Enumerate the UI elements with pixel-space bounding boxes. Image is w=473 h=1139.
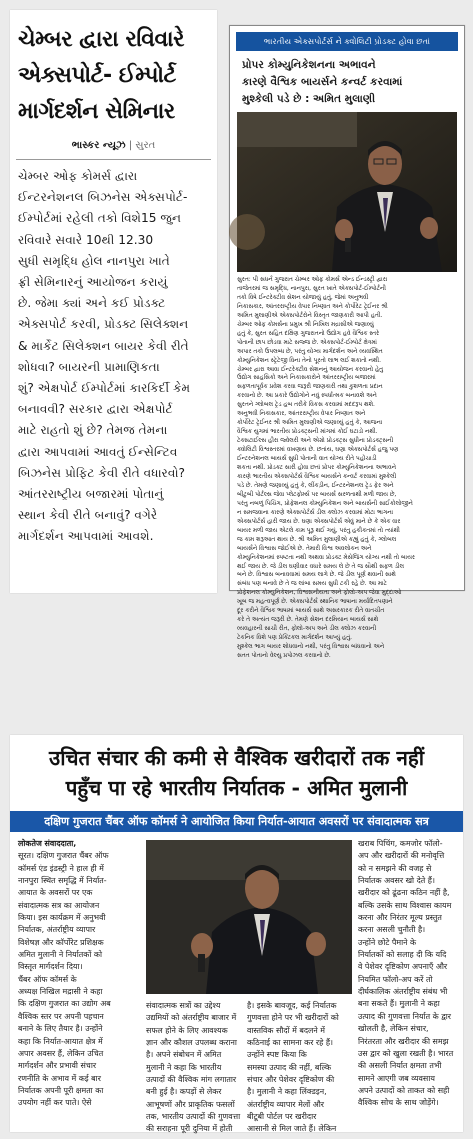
text-line: करना असली चुनौती है। xyxy=(358,925,426,935)
headline-line: માર્ગદર્શન સેમિનાર xyxy=(18,99,175,124)
text-line: દૂર કરીને વૈશ્વિક ભાષામાં બાયર્સ સાથે અસરકારક રીતે વાતચીત xyxy=(237,608,385,615)
text-line: निर्यातक अपनी पूरी क्षमता का xyxy=(18,1085,104,1095)
text-line: कि दक्षिण गुजरात का उद्योग अब xyxy=(18,999,111,1009)
headline-line: મુશ્કેલી પડે છે : અમિત મુલાણી xyxy=(242,93,376,105)
text-line: બિઝનેસ પ્રોફિટ કેવી રીતે વધારવો? xyxy=(18,465,185,480)
text-line: બને છે. વિશ્વાસ બનાવવામાં સમય લાગે છે. જે ડીલ પૂર્ણ થવાની સાથે xyxy=(237,572,396,579)
text-line: શું? એક્ષપોર્ટ ઈમ્પોર્ટમાં કારકિર્દી કેમ xyxy=(18,381,191,396)
text-line: કોમ્યુનિકેશન સ્ટ્રેટેજી વિના તેનો પૂરતો લાભ લઈ શકાતો નથી. xyxy=(237,357,381,364)
text-line: मुलानी ने कहा कि भारतीय xyxy=(146,1062,222,1072)
text-line: બાયર્સને વિશ્વાસ જોઈએ છે. તેમારી વિશ્વ અવલોકન અને xyxy=(237,545,372,552)
text-line: है। इसके बावजूद, कई निर्यातक xyxy=(247,1001,337,1010)
text-line: गुणवत्ता होने पर भी खरीदारों को xyxy=(247,1013,339,1023)
text-line: आसानी से मिल जाते हैं। लेकिन xyxy=(247,1124,337,1134)
speaker-photo xyxy=(237,112,457,272)
clipping-headline xyxy=(230,51,464,112)
text-line: ઈન્ટરનેશનલ બિઝનેસ એક્સપોર્ટ- xyxy=(18,190,188,205)
text-line: दीर्घकालिक अंतर्राष्ट्रीय संबंध भी xyxy=(358,987,448,997)
headline-line: उचित संचार की कमी से वैश्विक खरीदारों तक नहीं xyxy=(48,746,425,770)
text-line: સુરત: પી સધર્ન ગુજરાત ચેમ્બર ઓફ કોમર્સ એન્ડ ઈન્ડસ્ટ્રી દ્વારા xyxy=(237,277,388,283)
text-line: વ્યવહારની સાચી રીત, ફોલો-અપ અને ડીલ ક્લોઝ કરવાની xyxy=(237,626,377,633)
headline-line: કારણે વૈશ્વિક બાયર્સને કન્વર્ટ કરવામાં xyxy=(242,76,403,88)
text-line: खराब पिचिंग, कमजोर फॉलो- xyxy=(358,839,443,848)
text-line: ખૂબ જ મહત્વપૂર્ણ છે. એક્સપોર્ટર્સ સ્થાનિક ભાષાના મર્યાદિતપણાને xyxy=(237,599,393,606)
text-line: अपने उत्पादों को ताकत को सही xyxy=(358,1085,450,1095)
text-line: वैश्विक स्तर पर अपनी पहचान xyxy=(18,1011,104,1021)
text-line: છે. જેમા ક્યાં અને કઈ પ્રોડક્ટ xyxy=(18,296,166,311)
text-line: એક્સપોર્ટ કરવી, પ્રોડક્ટ સિલેક્શન xyxy=(18,317,189,332)
text-line: કરે તે અત્યંત જરૂરી છે. તેમણે સેશન દરમિયાન બાયર્સ સાથે xyxy=(237,617,379,624)
text-line: निर्यातकों को सलाह दी कि यदि xyxy=(358,950,447,960)
text-line: ચેમ્બર ઓફ કોમર્સના પ્રમુખ શ્રી નિખિલ મદ્રાસીએ જણાવ્યું xyxy=(237,321,374,328)
text-line: बीटूबी पोर्टल पर खरीदार xyxy=(247,1112,317,1122)
column-3 xyxy=(247,1000,351,1136)
text-line: ફ્રી સેમિનારનું આયોજન કરાયું xyxy=(18,275,168,290)
text-line: सामने आएगी जब व्यवसाय xyxy=(358,1073,435,1083)
text-line: उन्होंने स्पष्ट किया कि xyxy=(247,1050,307,1060)
text-line: सूरत। दक्षिण गुजरात चैंबर ऑफ xyxy=(18,851,109,861)
text-line: ચેમ્બર દ્વારા આવા ઈન્ટરેક્ટીવ સેશનનું આયોજન કરવાનો હેતુ xyxy=(237,366,384,373)
text-line: સુધી સમૃદ્ધિ હોલ નાનપુરા ખાતે xyxy=(18,253,170,268)
kicker-banner: ભારતીય એક્સપોર્ટર્સ ને ક્વોલિટી પ્રોડક્ટ હોવા છતાં xyxy=(236,32,458,51)
text-line: માર્ગદર્શન આપવામાં આવશે. xyxy=(18,529,154,544)
text-line: & માર્કેટ સિલેક્શન બાયર કેવી રીતે xyxy=(18,338,189,353)
clipping-body xyxy=(10,160,217,548)
text-line: ઈમ્પોર્ટમાં રહેલી તકો વિશે15 જુન xyxy=(18,211,182,226)
news-clipping-gujarati-seminar xyxy=(10,10,217,593)
text-line: नानपुरा स्थित समृद्धि में निर्यात- xyxy=(18,876,107,886)
text-line: હતું કે, સુરત સહિત દક્ષિણ ગુજરાતનો ઉદ્યોગ હવે વૈશ્વિક સ્તરે xyxy=(237,330,380,337)
text-line: કારણે ભારતીય એક્સપોર્ટર્સ વૈશ્વિક બાયર્સને કન્વર્ટ કરવામાં મુશ્કેલી xyxy=(237,473,397,480)
headline-line: ચેમ્બર દ્વારા રવિવારે xyxy=(18,27,184,52)
text-line: બાયર મળી જાય એટલે કામ પૂરૂ થઈ ગયું, પરંતુ હકીકતમાં તો ત્યાંથી xyxy=(237,527,400,534)
text-line: निरंतरता और खरीदार की समझ xyxy=(358,1036,449,1046)
text-line: પોતાની છાપ છોડવા માટે સજ્જ છે. એક્સપોર્ટ-ઈમ્પોર્ટ ક્ષેત્રમાં xyxy=(237,339,377,346)
text-line: उपयोग नहीं कर पाते। ऐसे xyxy=(18,1098,92,1108)
text-line: પરંતુ નબળું પિચિંગ, પ્રોફેશનલ કોમ્યુનિકેશન અને બાયર્સની સાઈકોલોજીને xyxy=(237,500,413,507)
text-line: बल्कि उसके साथ विश्वास कायम xyxy=(358,900,452,910)
text-line: मार्गदर्शन और प्रभावी संचार xyxy=(18,1061,97,1071)
text-line: उस द्वार को खुला रखती है। भारत xyxy=(358,1048,454,1058)
text-line: कठिनाई का सामना कर रहे हैं। xyxy=(247,1038,334,1048)
text-line: विशेषज्ञ और कॉर्पोरेट प्रशिक्षक xyxy=(18,937,104,947)
byline-text: लोकतेज संवाददाता, xyxy=(18,839,77,848)
text-line: મુશ્કેલ ભાગ બાયર શોધવાનો નથી, પરંતુ વિશ્વાસ બાંધવાનો અને xyxy=(237,644,385,651)
text-line: ज्ञान और कौशल उपलब्ध कराना xyxy=(146,1038,237,1048)
text-line: बना सकते हैं। मुलानी ने कहा xyxy=(358,999,440,1009)
text-line: की सराहना पूरी दुनिया में होती xyxy=(146,1124,233,1134)
text-line: કોર્પોરેટ ટ્રેઈનર શ્રી અમિત મુલાણીએ જણાવ્યું હતું કે, આજના xyxy=(237,420,383,427)
text-line: સતત પોતાનો વેલ્યુ પ્રપોઝલ કરવાનો છે. xyxy=(237,653,331,660)
text-line: उत्पादों की वैश्विक मांग लगातार xyxy=(146,1075,237,1085)
text-line: है। अपने संबोधन में अमित xyxy=(146,1050,222,1060)
text-line: संवादात्मक सत्र का आयोजन xyxy=(18,900,100,910)
text-line: किया। इस कार्यक्रम में अनुभवी xyxy=(18,913,106,923)
text-line: रणनीति के अभाव में कई बार xyxy=(18,1073,101,1083)
text-line: संचार और पेशेवर दृष्टिकोण की xyxy=(247,1075,335,1085)
headline-line: पहुँच पा रहे भारतीय निर्यातक - अमित मुलानी xyxy=(65,776,408,800)
text-line: अध्यक्ष निखिल मद्रासी ने कहा xyxy=(18,987,103,997)
text-line: कहा कि निर्यात-आयात क्षेत्र में xyxy=(18,1036,103,1046)
text-line: अप और खरीदारों की मनोवृत्ति xyxy=(358,851,445,861)
text-line: वे पेशेवर दृष्टिकोण अपनाएँ और xyxy=(358,962,448,972)
text-line: અમિત મુલાણીએ એક્સપોર્ટરોને વિસ્તૃત જાણકારી આપી હતી. xyxy=(237,312,383,319)
text-line: સુરતને ગ્લોબલ ટ્રેડ હબ તરીકે વિકસ કરવામાં મદદરૂપ થશે. xyxy=(237,402,375,409)
text-line: अपार अवसर हैं, लेकिन उचित xyxy=(18,1048,104,1058)
text-line: कॉमर्स एंड इंडस्ट्री ने हाल ही में xyxy=(18,863,104,873)
text-line: उद्यमियों को अंतर्राष्ट्रीय बाजार में xyxy=(146,1013,237,1023)
text-line: અનુભવી નિકાસકાર, આંતરરાષ્ટ્રીય વેપાર નિષ્ણાત અને xyxy=(237,411,366,418)
text-line: ક્વોલિટી વિશ્વસ્તરમાં વખણાય છે. છતાંય, ઘણા એક્સપોર્ટર્સ હજુ પણ xyxy=(237,447,399,454)
text-line: समस्या उत्पाद की नहीं, बल्कि xyxy=(247,1062,332,1072)
subhead-banner: दक्षिण गुजरात चैंबर ऑफ कॉमर्स ने आयोजित किया निर्यात-आयात अवसरों पर संवादात्मक सत्र xyxy=(10,811,463,832)
text-line: ટેકનિક વિશે પણ પ્રેક્ટિકલ માર્ગદર્શન આપ્યું હતું. xyxy=(237,635,352,642)
text-line: बनी हुई है। कपड़ों से लेकर xyxy=(146,1087,222,1097)
text-line: है। मुलानी ने कहा लिंक्डइन, xyxy=(247,1087,327,1097)
text-line: की असली निर्यात क्षमता तभी xyxy=(358,1061,442,1071)
text-line: થઈ જાય છે. જે ડીલ ઘણીવાર વધારે સમય લે છે તે જ સૌથી સફળ ડીલ xyxy=(237,563,404,570)
text-line: તકો વિષે ઈન્ટરેક્ટીવ સેશન યોજાયું હતું, જેમાં અનુભવી xyxy=(237,294,369,301)
text-line: को न समझने की वजह से xyxy=(358,863,432,873)
text-line: તાજેતરમાં જ સમૃદ્ધિ, નાનપુરા, સુરત ખાતે એક્સપોર્ટ-ઈમ્પોર્ટની xyxy=(237,285,386,292)
text-line: अमित मुलानी ने निर्यातकों को xyxy=(18,950,102,960)
text-line: આંતરરાષ્ટ્રીય બજારમાં પોતાનું xyxy=(18,487,164,502)
text-line: અપાર તકો ઉપલબ્ધ છે, પરંતુ યોગ્ય માર્ગદર્શન અને વ્યવસ્થિત xyxy=(237,348,383,355)
clipping-headline xyxy=(10,735,463,803)
text-line: ન સમજવાના કારણે એક્સપોર્ટર્સ ડીલ ક્લોઝ કરવામાં મોટા ભાગના xyxy=(237,509,394,516)
text-line: निर्यातक अवसर खो देते हैं। xyxy=(358,876,435,886)
text-line: નિકાસકાર, આંતરરાષ્ટ્રીય વેપાર નિષ્ણાત અને કોર્પોરેટ ટ્રેઈનર શ્રી xyxy=(237,303,388,310)
byline xyxy=(18,838,140,850)
text-line: દ્વારા આપવામાં આવતું ઈન્સેન્ટિવ xyxy=(18,444,178,459)
text-line: खरीदार को ढूंढना कठिन नहीं है, xyxy=(358,888,450,898)
text-line: શોધવા? બાયરની પ્રામાણિકતા xyxy=(18,359,160,374)
text-line: करना और निरंतर मूल्य प्रस्तुत xyxy=(358,913,442,923)
clipping-headline xyxy=(10,10,217,130)
text-line: સંબંધ પણ બનાવે છે તે જ લાંબા સમય સુધી ટકી રહે છે. આ માટે xyxy=(237,581,387,588)
text-line: પ્રોફેશનલ કોમ્યુનિકેશન, વિશ્વસનીયતા અને ફોલો-અપ જેવા મુદ્દાઓ xyxy=(237,590,402,597)
text-line: संवादात्मक सत्रों का उद्देश्य xyxy=(146,1001,221,1010)
text-line: बनाने के लिए तैयार है। उन्होंने xyxy=(18,1024,103,1034)
text-line: ઈન્ટરનેશનલ બાયર્સ સુધી પોતાની વાત યોગ્ય રીતે પહોંચાડી xyxy=(237,456,377,463)
text-line: ઉદ્યોગ સાહસિકો અને નિકાસકારોને આંતરરાષ્ટ્રીય બજારમાં xyxy=(237,375,376,382)
text-line: आभूषणों और प्राकृतिक फसलों xyxy=(146,1099,235,1109)
news-clipping-gujarati-communication xyxy=(229,25,465,660)
headline-line: પ્રોપર કોમ્યુનિકેશનના અભાવને xyxy=(242,59,376,71)
byline-source: ભાસ્કર ન્યૂઝ xyxy=(71,140,126,151)
text-line: खोलती है, लेकिन संचार, xyxy=(358,1024,429,1034)
byline xyxy=(10,140,217,151)
text-line: કોમ્યુનિકેશનમાં સ્પષ્ટતા નથી અથવા પ્રોડક્ટ મેસેજિંગ યોગ્ય નથી તો બાયર xyxy=(237,554,415,561)
text-line: માટે રાહતો શું છે? તેમજ તેમના xyxy=(18,423,168,438)
text-line: विस्तृत मार्गदर्शन दिया। xyxy=(18,962,83,972)
text-line: જ કામ શરૂઆત થાય છે. શ્રી અમિત મુલાણીએ કહ્યું હતું કે, ગ્લોબલ xyxy=(237,536,397,543)
headline-line: એક્સપોર્ટ- ઈમ્પોર્ટ xyxy=(18,63,176,88)
text-line: निर्यातक, अंतर्राष्ट्रीय व्यापार xyxy=(18,925,96,935)
column-4 xyxy=(358,838,458,1110)
column-2 xyxy=(146,1000,242,1136)
speaker-photo xyxy=(146,840,352,994)
text-line: બનાવવી? સરકાર દ્વારા એક્ષપોર્ટ xyxy=(18,402,173,417)
text-line: બીટુબી પોર્ટલ્સ જેવા પ્લેટફોર્મ્સ પર બાયર્સ સરળતાથી મળી જાય છે, xyxy=(237,491,397,498)
text-line: એક્સપોર્ટર્સ હારી જાય છે. ઘણા એક્સપોર્ટર્સ એવું માને છે કે એક વાર xyxy=(237,518,401,525)
text-line: नियमित फॉलो-अप करें तो xyxy=(358,974,433,984)
text-line: ચેમ્બર ઓફ કોમર્સ દ્વારા xyxy=(18,169,138,183)
text-line: अंतर्राष्ट्रीय व्यापार मेलों और xyxy=(247,1099,325,1109)
text-line: वैश्विक सोच के साथ जोड़ेंगे। xyxy=(358,1098,439,1108)
text-line: સફળતાપૂર્વક પ્રવેશ કરવા જરૂરી જાણકારી તથા કુશળતા પ્રદાન xyxy=(237,384,383,391)
text-line: सफल होने के लिए आवश्यक xyxy=(146,1025,228,1035)
text-line: વૈશ્વિક યુગમાં ભારતીય પ્રોડક્ટ્સની માંગમાં કોઈ ઘટાડો નથી. xyxy=(237,429,378,436)
column-1 xyxy=(18,838,140,1110)
text-line: રવિવારે સવારે 10થી 12.30 xyxy=(18,232,154,247)
text-line: उत्पाद की गुणवत्ता निर्यात के द्वार xyxy=(358,1011,452,1021)
text-line: तक, भारतीय उत्पादों की गुणवत्ता xyxy=(146,1112,241,1122)
news-clipping-hindi xyxy=(10,735,463,1132)
text-line: શકતા નથી. પ્રોડક્ટ સારી હોવા છતાં પ્રોપર કોમ્યુનિકેશનના અભાવને xyxy=(237,465,397,472)
text-line: ટેક્સટાઈલ્સ હીરા જ્વેલરી અને એગ્રો પ્રોડક્ટ્સ સુધીના પ્રોડક્ટ્સની xyxy=(237,438,394,445)
text-line: वास्तविक सौदों में बदलने में xyxy=(247,1025,325,1035)
text-line: કરવાનો છે. આ પ્રકારે ઉદ્યોગોને નવું સ્પર્ધાત્મક બનાવશે અને xyxy=(237,393,377,400)
text-line: चैंबर ऑफ कॉमर्स के xyxy=(18,974,77,984)
text-line: સ્થાન કેવી રીતે બનાવું? વગેરે xyxy=(18,508,158,523)
text-line: પડે છે. તેમણે જણાવ્યું હતું કે, લીંકડ઼ીન, ઈન્ટરનેશનલ ટ્રેડ ફેર અને xyxy=(237,482,394,489)
text-line: उन्होंने छोटे पैमाने के xyxy=(358,937,417,947)
clipping-body xyxy=(230,272,464,661)
text-line: आयात के अवसरों पर एक xyxy=(18,888,93,898)
byline-city: | સુરત xyxy=(128,140,156,151)
